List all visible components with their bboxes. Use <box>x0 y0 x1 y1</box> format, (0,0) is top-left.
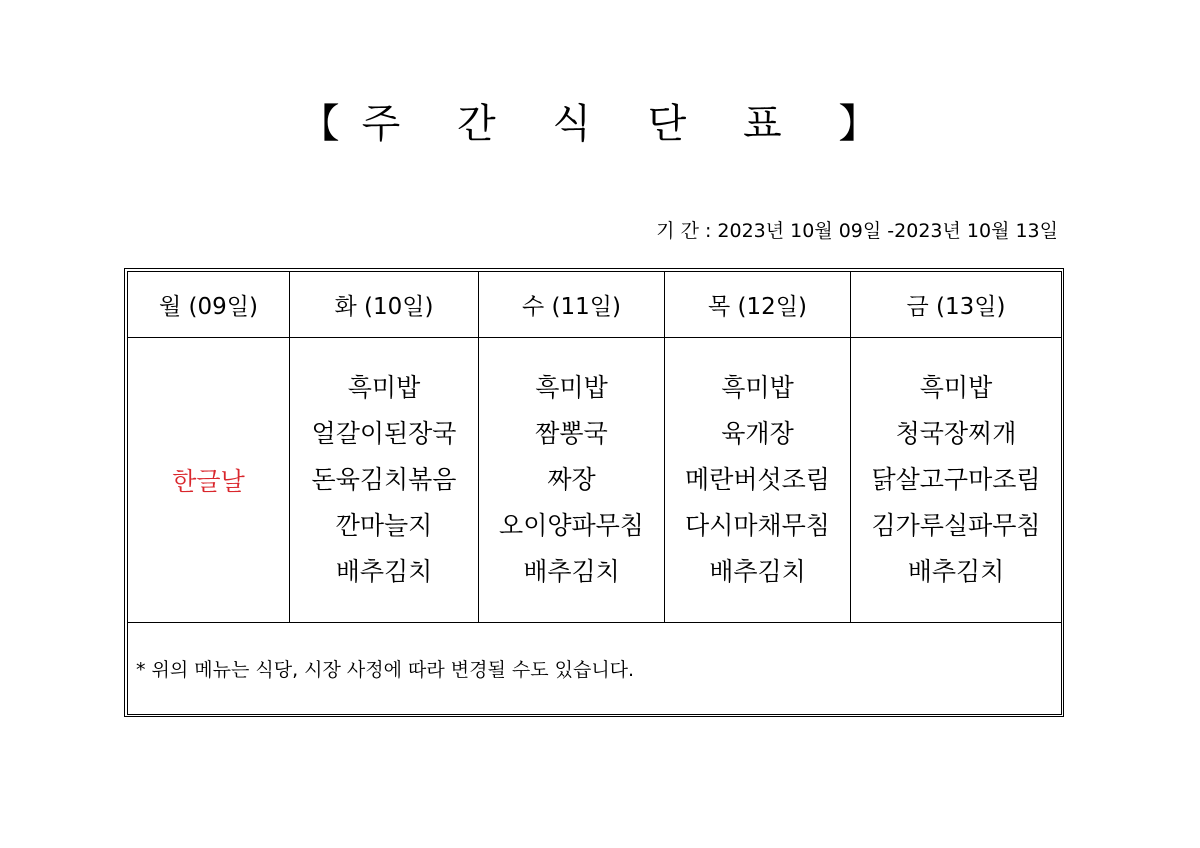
menu-cell-wed <box>479 338 665 623</box>
menu-item: 짜장 <box>547 465 596 494</box>
menu-table-frame <box>124 268 1064 717</box>
weekly-menu-table <box>127 271 1062 715</box>
menu-cell-mon <box>128 338 290 623</box>
day-header-row <box>128 272 1062 338</box>
period-label: 기 간 : 2023년 10월 09일 -2023년 10월 13일 <box>656 220 1058 242</box>
day-header-wed: 수 (11일) <box>479 272 665 338</box>
day-header-mon: 월 (09일) <box>128 272 290 338</box>
menu-cell-thu <box>665 338 851 623</box>
menu-item: 흑미밥 <box>347 373 421 402</box>
menu-item: 돈육김치볶음 <box>311 465 457 494</box>
menu-item: 배추김치 <box>907 557 1005 586</box>
menu-item: 흑미밥 <box>721 373 794 402</box>
menu-cell-tue <box>290 338 479 623</box>
holiday-label: 한글날 <box>172 467 245 496</box>
menu-item: 배추김치 <box>523 557 620 586</box>
menu-item: 육개장 <box>721 419 794 448</box>
menu-item: 흑미밥 <box>535 373 608 402</box>
menu-item: 얼갈이된장국 <box>311 419 457 448</box>
menu-item: 배추김치 <box>335 557 433 586</box>
menu-item: 오이양파무침 <box>499 511 644 540</box>
page-title: 【주 간 식 단 표 】 <box>299 101 901 147</box>
menu-cell-fri <box>851 338 1062 623</box>
menu-change-note: * 위의 메뉴는 식당, 시장 사정에 따라 변경될 수도 있습니다. <box>128 623 1062 715</box>
menu-item: 청국장찌개 <box>895 419 1017 448</box>
menu-item: 배추김치 <box>709 557 806 586</box>
menu-row <box>128 338 1062 623</box>
menu-item: 깐마늘지 <box>335 511 433 540</box>
menu-item: 짬뽕국 <box>535 419 608 448</box>
menu-item: 메란버섯조림 <box>685 465 830 494</box>
day-header-tue: 화 (10일) <box>290 272 479 338</box>
menu-item: 흑미밥 <box>919 373 993 402</box>
day-header-fri: 금 (13일) <box>851 272 1062 338</box>
menu-item: 김가루실파무침 <box>871 511 1041 540</box>
note-row <box>128 623 1062 715</box>
menu-item: 닭살고구마조림 <box>871 465 1041 494</box>
day-header-thu: 목 (12일) <box>665 272 851 338</box>
menu-item: 다시마채무침 <box>685 511 830 540</box>
